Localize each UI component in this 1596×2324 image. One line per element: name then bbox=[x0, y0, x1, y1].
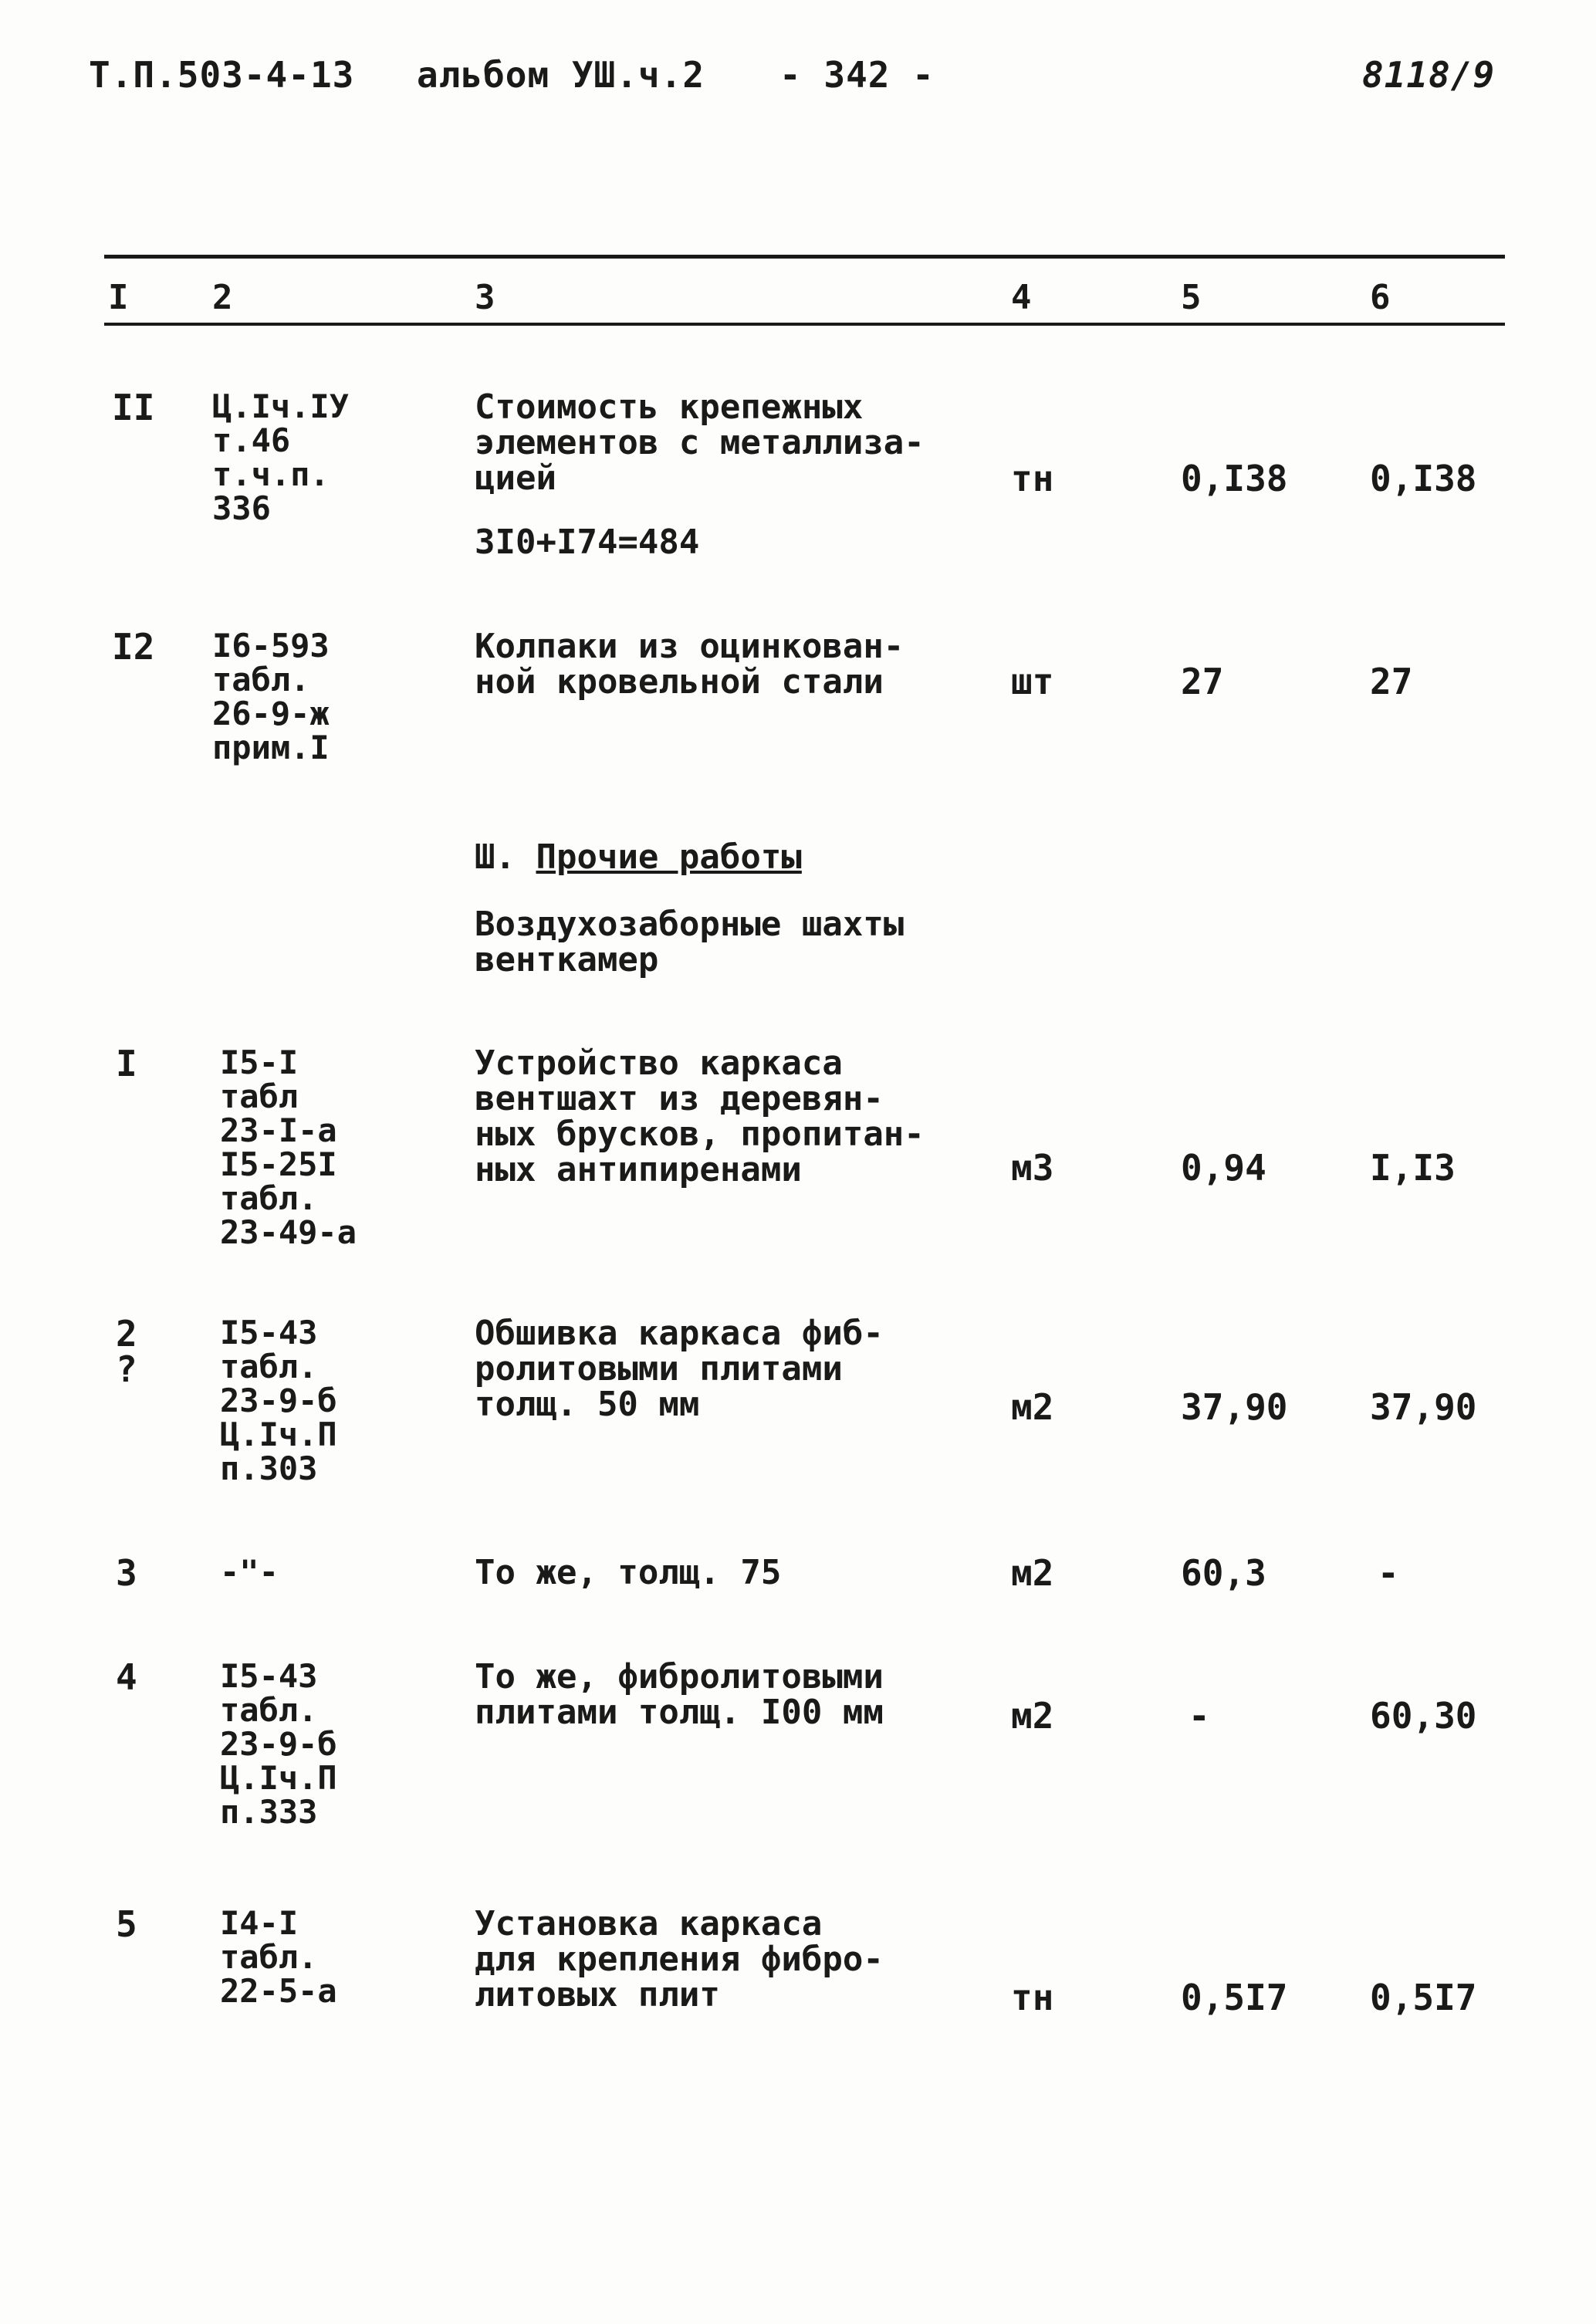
table-row-unit: м2 bbox=[1011, 1552, 1054, 1594]
table-row-unit: м2 bbox=[1011, 1695, 1054, 1737]
page-number: - 342 - bbox=[779, 54, 935, 96]
table-row-value-5: 0,5I7 bbox=[1181, 1977, 1288, 2018]
column-number-1: I bbox=[108, 278, 129, 317]
table-row-value-6: 27 bbox=[1370, 661, 1413, 702]
table-row-number: 5 bbox=[116, 1903, 137, 1945]
table-row-number: I bbox=[116, 1043, 137, 1084]
table-row-description: То же, толщ. 75 bbox=[475, 1553, 782, 1592]
column-number-6: 6 bbox=[1370, 278, 1391, 317]
document-code: Т.П.503-4-13 bbox=[89, 54, 355, 96]
table-row-value-5: 27 bbox=[1181, 661, 1224, 702]
section-numeral: Ш. bbox=[475, 837, 516, 877]
table-row-value-5: 0,94 bbox=[1181, 1147, 1266, 1189]
table-row-unit: м2 bbox=[1011, 1386, 1054, 1428]
table-row-reference: I5-I табл 23-I-а I5-25I табл. 23-49-а bbox=[220, 1044, 357, 1251]
table-row-unit: тн bbox=[1011, 1977, 1054, 2018]
table-row-reference: I5-43 табл. 23-9-б Ц.Iч.П п.333 bbox=[220, 1657, 337, 1831]
table-row-value-6: 0,I38 bbox=[1370, 458, 1477, 499]
table-row-value-6: - bbox=[1378, 1552, 1399, 1594]
table-row-description: Обшивка каркаса фиб- ролитовыми плитами толщ. 50 мм bbox=[475, 1314, 884, 1424]
table-row-description: Устройство каркаса вентшахт из деревян- ных брусков, пропитан- ных антипиренами bbox=[475, 1044, 925, 1189]
table-header-rule bbox=[104, 323, 1505, 326]
table-row-reference: I5-43 табл. 23-9-б Ц.Iч.П п.303 bbox=[220, 1314, 337, 1487]
table-row-reference: I4-I табл. 22-5-а bbox=[220, 1904, 337, 2010]
table-row-number: 2 ? bbox=[116, 1313, 137, 1390]
section-subtitle: Воздухозаборные шахты венткамер bbox=[475, 905, 905, 979]
column-number-5: 5 bbox=[1181, 278, 1202, 317]
table-row-reference: I6-593 табл. 26-9-ж прим.I bbox=[212, 627, 330, 766]
column-number-2: 2 bbox=[212, 278, 233, 317]
table-row-value-6: 60,30 bbox=[1370, 1695, 1477, 1737]
table-row-description: Стоимость крепежных элементов с металлиза- цией bbox=[475, 387, 925, 498]
table-row-value-5: 60,3 bbox=[1181, 1552, 1266, 1594]
table-row-number: I2 bbox=[112, 626, 155, 668]
table-row-value-6: I,I3 bbox=[1370, 1147, 1456, 1189]
sheet-code: 8118/9 bbox=[1362, 54, 1496, 96]
album-label: альбом УШ.ч.2 bbox=[417, 54, 705, 96]
table-row-description: Колпаки из оцинкован- ной кровельной стали bbox=[475, 627, 905, 702]
table-row-description: То же, фибролитовыми плитами толщ. I00 мм bbox=[475, 1657, 884, 1732]
table-row-unit: шт bbox=[1011, 661, 1054, 702]
table-row-number: II bbox=[112, 387, 155, 428]
table-row-reference: Ц.Iч.IУ т.46 т.ч.п. 336 bbox=[212, 387, 350, 527]
table-row-reference: -"- bbox=[220, 1553, 279, 1591]
section-heading bbox=[475, 837, 802, 877]
section-title: Прочие работы bbox=[536, 837, 802, 877]
table-row-value-5: 37,90 bbox=[1181, 1386, 1288, 1428]
column-number-3: 3 bbox=[475, 278, 495, 317]
table-row-number: 4 bbox=[116, 1656, 137, 1698]
table-row-value-5: - bbox=[1189, 1695, 1210, 1737]
column-number-4: 4 bbox=[1011, 278, 1032, 317]
table-row-unit: м3 bbox=[1011, 1147, 1054, 1189]
table-row-value-6: 37,90 bbox=[1370, 1386, 1477, 1428]
table-row-number: 3 bbox=[116, 1552, 137, 1594]
table-row-unit: тн bbox=[1011, 458, 1054, 499]
table-row-description: Установка каркаса для крепления фибро- литовых плит bbox=[475, 1904, 884, 2014]
table-row-value-5: 0,I38 bbox=[1181, 458, 1288, 499]
table-row-value-6: 0,5I7 bbox=[1370, 1977, 1477, 2018]
table-top-rule bbox=[104, 255, 1505, 259]
table-row-calculation: 3I0+I74=484 bbox=[475, 523, 700, 562]
